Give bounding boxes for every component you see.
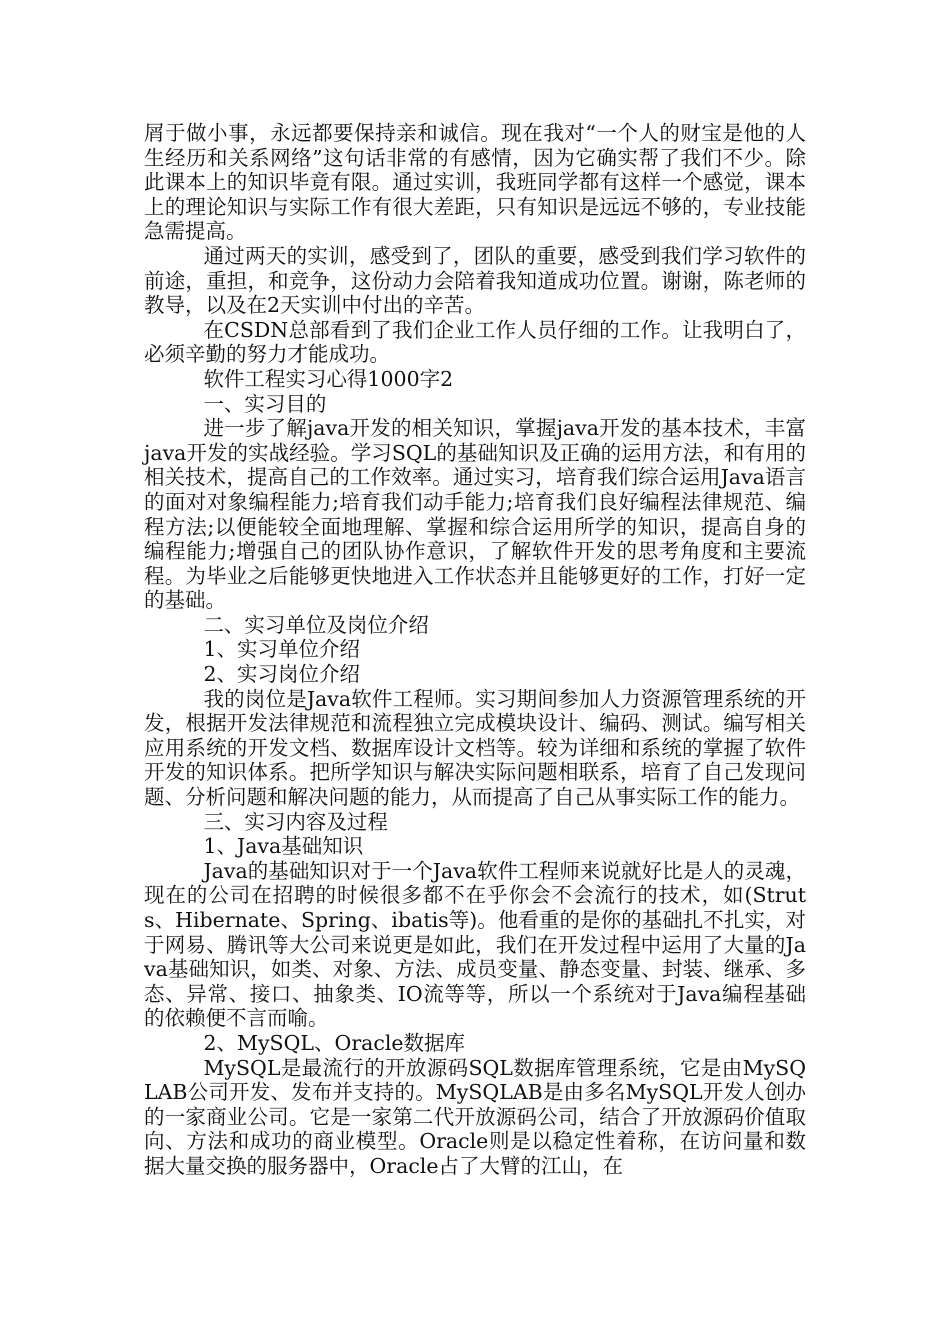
- subsection-heading: 2、实习岗位介绍: [203, 662, 360, 687]
- paragraph: MySQL是最流行的开放源码SQL数据库管理系统，它是由MySQLAB公司开发、发布并支持的。MySQLAB是由多名MySQL开发人创办的一家商业公司。它是一家第二代开放源码公司，结合了开放源码价值取向、方法和成功的商业模型。Oracle则是以稳定性着称，在访问量和数据大量交换的服务器中，Oracle占了大臂的江山，在: [144, 1055, 806, 1178]
- section-heading: 三、实习内容及过程: [203, 809, 388, 834]
- paragraph: 在CSDN总部看到了我们企业工作人员仔细的工作。让我明白了，必须辛勤的努力才能成功。: [144, 317, 806, 367]
- section-heading: 一、实习目的: [203, 391, 327, 416]
- paragraph: 我的岗位是Java软件工程师。实习期间参加人力资源管理系统的开发，根据开发法律规范和流程独立完成模块设计、编码、测试。编写相关应用系统的开发文档、数据库设计文档等。较为详细和系统的掌握了软件开发的知识体系。把所学知识与解决实际问题相联系，培育了自己发现问题、分析问题和解决问题的能力，从而提高了自己从事实际工作的能力。: [144, 686, 806, 810]
- paragraph: 屑于做小事，永远都要保持亲和诚信。现在我对“一个人的财宝是他的人生经历和关系网络”这句话非常的有感情，因为它确实帮了我们不少。除此课本上的知识毕竟有限。通过实训，我班同学都有这样一个感觉，课本上的理论知识与实际工作有很大差距，只有知识是远远不够的，专业技能急需提高。: [144, 121, 806, 244]
- section-heading: 软件工程实习心得1000字2: [203, 366, 454, 391]
- subsection-heading: 2、MySQL、Oracle数据库: [203, 1030, 466, 1055]
- paragraph: 进一步了解java开发的相关知识，掌握java开发的基本技术，丰富java开发的实战经验。学习SQL的基础知识及正确的运用方法，和有用的相关技术，提高自己的工作效率。通过实习，培育我们综合运用Java语言的面对对象编程能力;培育我们动手能力;培育我们良好编程法律规范、编程方法;以便能较全面地理解、掌握和综合运用所学的知识，提高自身的编程能力;增强自己的团队协作意识，了解软件开发的思考角度和主要流程。为毕业之后能够更快地进入工作状态并且能够更好的工作，打好一定的基础。: [144, 416, 806, 613]
- subsection-heading: 1、Java基础知识: [203, 834, 364, 859]
- paragraph: Java的基础知识对于一个Java软件工程师来说就好比是人的灵魂，现在的公司在招聘的时候很多都不在乎你会不会流行的技术，如(Struts、Hibernate、Spring、ibatis等)。他看重的是你的基础扎不扎实，对于网易、腾讯等大公司来说更是如此，我们在开发过程中运用了大量的Java基础知识，如类、对象、方法、成员变量、静态变量、封装、继承、多态、异常、接口、抽象类、IO流等等，所以一个系统对于Java编程基础的依赖便不言而喻。: [144, 858, 806, 1031]
- paragraph: 通过两天的实训，感受到了，团队的重要，感受到我们学习软件的前途，重担，和竞争，这份动力会陪着我知道成功位置。谢谢，陈老师的教导，以及在2天实训中付出的辛苦。: [144, 243, 806, 318]
- document-body: [144, 121, 806, 1179]
- section-heading: 二、实习单位及岗位介绍: [203, 612, 429, 637]
- subsection-heading: 1、实习单位介绍: [203, 637, 360, 662]
